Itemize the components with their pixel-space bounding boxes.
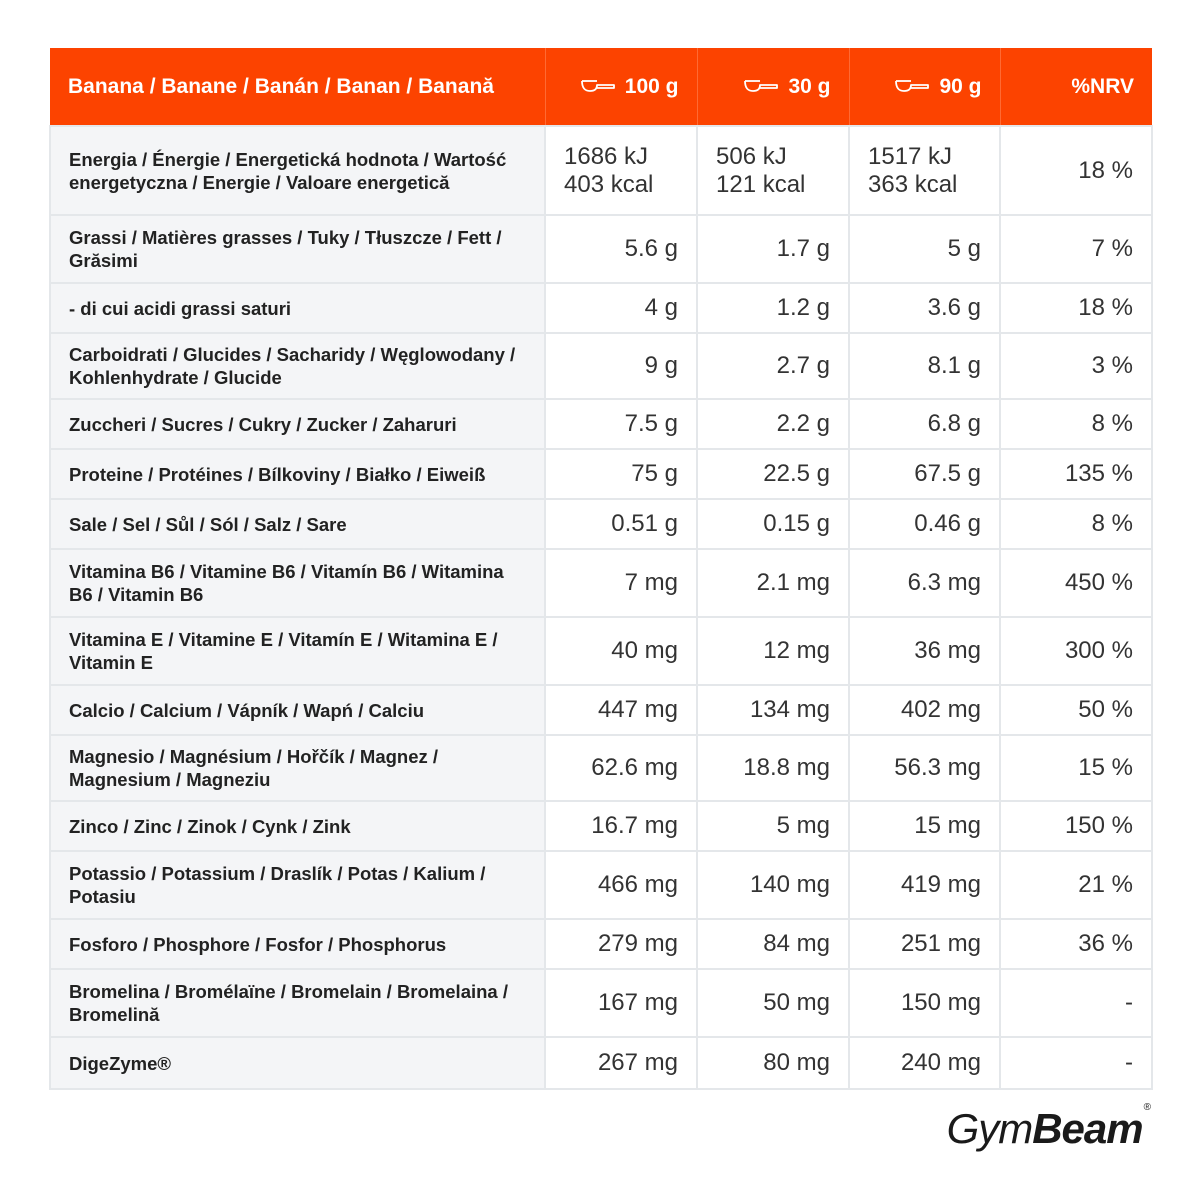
value-90g: 6.8 g: [849, 399, 1000, 449]
value-100g: 167 mg: [545, 969, 697, 1037]
table-row: [50, 449, 1152, 499]
nutrient-name: Zuccheri / Sucres / Cukry / Zucker / Zaharuri: [50, 399, 545, 449]
nutrient-name: Fosforo / Phosphore / Fosfor / Phosphorus: [50, 919, 545, 969]
value-100g: 447 mg: [545, 685, 697, 735]
value-kj: 1517 kJ: [868, 142, 953, 170]
value-30g: 2.7 g: [697, 333, 849, 399]
nutrient-name: Sale / Sel / Sůl / Sól / Salz / Sare: [50, 499, 545, 549]
value-30g: 134 mg: [697, 685, 849, 735]
value-90g: 56.3 mg: [849, 735, 1000, 801]
table-row: [50, 617, 1152, 685]
value-nrv: 50 %: [1000, 685, 1152, 735]
value-100g: 7.5 g: [545, 399, 697, 449]
header-90g-label: 90 g: [939, 74, 982, 98]
value-30g: 5 mg: [697, 801, 849, 851]
header-nrv: %NRV: [1000, 48, 1152, 126]
nutrient-name: Calcio / Calcium / Vápník / Wapń / Calciu: [50, 685, 545, 735]
value-90g: 67.5 g: [849, 449, 1000, 499]
value-nrv: 18 %: [1000, 283, 1152, 333]
table-row: [50, 1037, 1152, 1089]
nutrition-table: [49, 48, 1153, 1090]
table-row: [50, 283, 1152, 333]
table-row: [50, 735, 1152, 801]
value-kj: 1686 kJ: [564, 142, 649, 170]
table-row: [50, 333, 1152, 399]
value-30g: 2.1 mg: [697, 549, 849, 617]
header-100g-label: 100 g: [624, 74, 679, 98]
header-row: [50, 48, 1152, 126]
table-row: [50, 851, 1152, 919]
value-90g: 6.3 mg: [849, 549, 1000, 617]
value-30g: [697, 126, 849, 215]
value-30g: 18.8 mg: [697, 735, 849, 801]
nutrient-name: Proteine / Protéines / Bílkoviny / Białko / Eiweiß: [50, 449, 545, 499]
value-30g: 1.2 g: [697, 283, 849, 333]
nutrient-name: DigeZyme®: [50, 1037, 545, 1089]
scoop-icon: [895, 77, 929, 93]
value-nrv: 15 %: [1000, 735, 1152, 801]
header-30g-label: 30 g: [788, 74, 831, 98]
value-30g: 80 mg: [697, 1037, 849, 1089]
flavor-header: Banana / Banane / Banán / Banan / Banană: [50, 48, 545, 126]
table-row: [50, 919, 1152, 969]
table-row: [50, 969, 1152, 1037]
nutrient-name: - di cui acidi grassi saturi: [50, 283, 545, 333]
header-30g: [697, 48, 849, 126]
value-100g: 0.51 g: [545, 499, 697, 549]
value-90g: 402 mg: [849, 685, 1000, 735]
value-90g: 150 mg: [849, 969, 1000, 1037]
value-nrv: 18 %: [1000, 126, 1152, 215]
table-row: [50, 801, 1152, 851]
value-30g: 2.2 g: [697, 399, 849, 449]
table-row: [50, 685, 1152, 735]
value-nrv: 8 %: [1000, 499, 1152, 549]
value-90g: 8.1 g: [849, 333, 1000, 399]
logo-text-gym: Gym: [946, 1105, 1033, 1152]
value-nrv: 450 %: [1000, 549, 1152, 617]
value-nrv: -: [1000, 969, 1152, 1037]
value-100g: 7 mg: [545, 549, 697, 617]
value-90g: 5 g: [849, 215, 1000, 283]
gymbeam-logo: [946, 1102, 1150, 1153]
value-nrv: 3 %: [1000, 333, 1152, 399]
value-nrv: 7 %: [1000, 215, 1152, 283]
value-kcal: 363 kcal: [868, 170, 958, 198]
table-row: [50, 499, 1152, 549]
nutrient-name: Vitamina B6 / Vitamine B6 / Vitamín B6 / Witamina B6 / Vitamin B6: [50, 549, 545, 617]
value-30g: 12 mg: [697, 617, 849, 685]
value-100g: 40 mg: [545, 617, 697, 685]
value-90g: 3.6 g: [849, 283, 1000, 333]
header-100g: [545, 48, 697, 126]
value-100g: 62.6 mg: [545, 735, 697, 801]
value-30g: 140 mg: [697, 851, 849, 919]
value-nrv: 150 %: [1000, 801, 1152, 851]
value-nrv: 21 %: [1000, 851, 1152, 919]
value-90g: 15 mg: [849, 801, 1000, 851]
value-100g: 267 mg: [545, 1037, 697, 1089]
header-90g: [849, 48, 1000, 126]
value-100g: [545, 126, 697, 215]
scoop-icon: [581, 77, 615, 93]
value-30g: 50 mg: [697, 969, 849, 1037]
value-100g: 4 g: [545, 283, 697, 333]
value-100g: 466 mg: [545, 851, 697, 919]
registered-mark: ®: [1143, 1102, 1150, 1113]
value-nrv: 36 %: [1000, 919, 1152, 969]
value-kcal: 121 kcal: [716, 170, 806, 198]
value-100g: 5.6 g: [545, 215, 697, 283]
table-row: [50, 399, 1152, 449]
nutrient-name: Vitamina E / Vitamine E / Vitamín E / Witamina E / Vitamin E: [50, 617, 545, 685]
table-row: [50, 549, 1152, 617]
value-100g: 9 g: [545, 333, 697, 399]
value-nrv: 8 %: [1000, 399, 1152, 449]
nutrient-name: Bromelina / Bromélaïne / Bromelain / Bromelaina / Bromelină: [50, 969, 545, 1037]
value-nrv: 300 %: [1000, 617, 1152, 685]
nutrient-name: Grassi / Matières grasses / Tuky / Tłuszcze / Fett / Grăsimi: [50, 215, 545, 283]
value-30g: 84 mg: [697, 919, 849, 969]
value-90g: 0.46 g: [849, 499, 1000, 549]
value-nrv: 135 %: [1000, 449, 1152, 499]
value-30g: 0.15 g: [697, 499, 849, 549]
value-kcal: 403 kcal: [564, 170, 654, 198]
nutrient-name: Magnesio / Magnésium / Hořčík / Magnez / Magnesium / Magneziu: [50, 735, 545, 801]
value-100g: 75 g: [545, 449, 697, 499]
value-90g: 36 mg: [849, 617, 1000, 685]
nutrient-name: Carboidrati / Glucides / Sacharidy / Węglowodany / Kohlenhydrate / Glucide: [50, 333, 545, 399]
table-row: [50, 126, 1152, 215]
value-30g: 22.5 g: [697, 449, 849, 499]
nutrient-name: Zinco / Zinc / Zinok / Cynk / Zink: [50, 801, 545, 851]
value-100g: 279 mg: [545, 919, 697, 969]
value-30g: 1.7 g: [697, 215, 849, 283]
value-90g: 240 mg: [849, 1037, 1000, 1089]
value-kj: 506 kJ: [716, 142, 787, 170]
value-90g: [849, 126, 1000, 215]
table-row: [50, 215, 1152, 283]
nutrient-name: Potassio / Potassium / Draslík / Potas / Kalium / Potasiu: [50, 851, 545, 919]
value-nrv: -: [1000, 1037, 1152, 1089]
value-100g: 16.7 mg: [545, 801, 697, 851]
nutrient-name: Energia / Énergie / Energetická hodnota / Wartość energetyczna / Energie / Valoare energetică: [50, 126, 545, 215]
scoop-icon: [744, 77, 778, 93]
logo-text-beam: Beam: [1032, 1105, 1143, 1152]
value-90g: 251 mg: [849, 919, 1000, 969]
value-90g: 419 mg: [849, 851, 1000, 919]
